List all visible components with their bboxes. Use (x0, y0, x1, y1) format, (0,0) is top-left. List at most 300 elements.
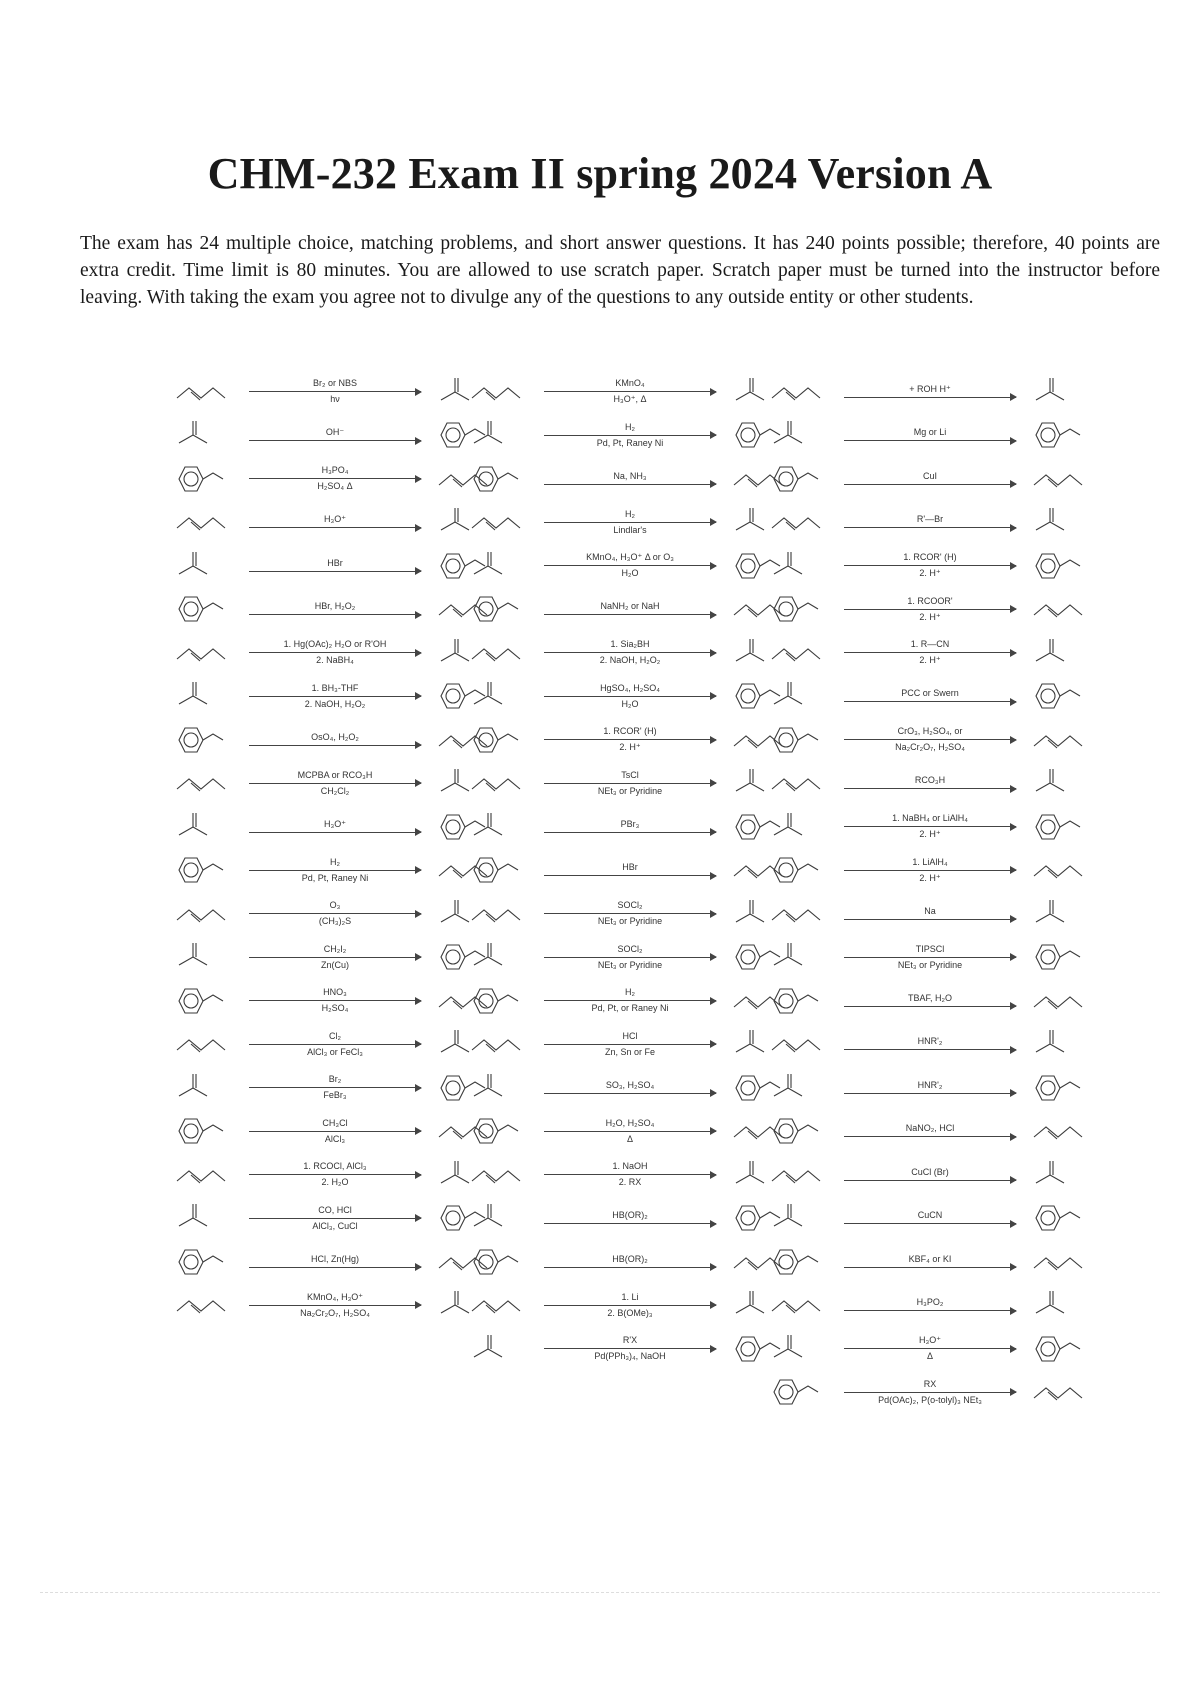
reaction-row (460, 631, 800, 675)
reaction-row (760, 762, 1100, 806)
reaction-arrow (844, 813, 1016, 840)
reaction-arrow (844, 471, 1016, 487)
reactant-structure-drawing (165, 415, 243, 455)
reaction-row (460, 762, 800, 806)
reaction-arrow (249, 465, 421, 492)
reactant-structure-drawing (760, 1024, 838, 1064)
reagent-above-arrow: Br₂ or NBS (312, 378, 357, 389)
arrow-line (544, 652, 716, 653)
reaction-row (165, 762, 505, 806)
reagent-above-arrow: HBr (622, 862, 638, 873)
reaction-row (760, 414, 1100, 458)
arrow-line (844, 1093, 1016, 1094)
reagent-below-arrow: FeBr₃ (323, 1090, 347, 1101)
reaction-column-3 (760, 370, 1100, 1414)
reaction-arrow (844, 1167, 1016, 1183)
reaction-arrow (249, 558, 421, 574)
reactant-structure-drawing (760, 1285, 838, 1325)
arrow-line (844, 1223, 1016, 1224)
reagent-above-arrow: PBr₃ (620, 818, 640, 829)
reaction-row (460, 544, 800, 588)
reagent-below-arrow: 2. H⁺ (919, 568, 941, 579)
arrow-line (844, 1348, 1016, 1349)
product-structure-drawing (1022, 720, 1100, 760)
arrow-line (844, 1006, 1016, 1007)
reactant-structure-drawing (460, 1068, 538, 1108)
page-title: CHM-232 Exam II spring 2024 Version A (207, 149, 993, 198)
reagent-above-arrow: KBF₄ or KI (908, 1253, 952, 1264)
reactant-structure-drawing (460, 981, 538, 1021)
reactant-structure-drawing (760, 720, 838, 760)
reagent-below-arrow: 2. H⁺ (619, 742, 641, 753)
reactant-structure-drawing (460, 720, 538, 760)
reagent-above-arrow: RX (923, 1378, 937, 1389)
reaction-row (165, 979, 505, 1023)
reactant-structure-drawing (165, 894, 243, 934)
reagent-below-arrow: 2. H⁺ (919, 655, 941, 666)
reaction-row (165, 414, 505, 458)
arrow-line (844, 788, 1016, 789)
reaction-row (165, 1153, 505, 1197)
reagent-below-arrow: Zn(Cu) (320, 959, 349, 970)
reaction-arrow (249, 944, 421, 971)
reagent-below-arrow: AlCl₃, CuCl (312, 1220, 358, 1231)
reagent-above-arrow: H₂ (625, 508, 635, 519)
reaction-row (760, 1066, 1100, 1110)
product-structure-drawing (1022, 763, 1100, 803)
reagent-above-arrow: HNR'₂ (917, 1036, 943, 1047)
reagent-below-arrow: Pd, Pt, or Raney Ni (591, 1003, 669, 1014)
reaction-row (460, 414, 800, 458)
arrow-line (844, 739, 1016, 740)
reactant-structure-drawing (165, 850, 243, 890)
product-structure-drawing (1022, 1111, 1100, 1151)
reaction-arrow (844, 1123, 1016, 1139)
reaction-arrow (249, 857, 421, 884)
reaction-arrow (844, 775, 1016, 791)
reaction-arrow (844, 1297, 1016, 1313)
arrow-line (544, 1093, 716, 1094)
reagent-below-arrow: Δ (926, 1351, 933, 1362)
reagent-above-arrow: HBr (327, 557, 343, 568)
product-structure-drawing (1022, 415, 1100, 455)
arrow-line (844, 1392, 1016, 1393)
reaction-arrow (544, 1335, 716, 1362)
reaction-arrow (249, 378, 421, 405)
reaction-row (165, 501, 505, 545)
reagent-below-arrow: NEt₃ or Pyridine (897, 959, 963, 970)
reactant-structure-drawing (165, 1242, 243, 1282)
arrow-line (544, 522, 716, 523)
reagent-below-arrow: H₂SO₄ Δ (317, 481, 353, 492)
arrow-line (544, 435, 716, 436)
reagent-above-arrow: HCl (622, 1030, 638, 1041)
reagent-above-arrow: NaNH₂ or NaH (600, 601, 660, 612)
reagent-above-arrow: HB(OR)₂ (612, 1210, 648, 1221)
reaction-row (460, 849, 800, 893)
arrow-line (544, 1044, 716, 1045)
reactant-structure-drawing (460, 676, 538, 716)
product-structure-drawing (1022, 546, 1100, 586)
arrow-line (844, 1310, 1016, 1311)
reactant-structure-drawing (460, 937, 538, 977)
reagent-below-arrow: H₃O⁺, Δ (613, 394, 647, 405)
arrow-line (844, 826, 1016, 827)
reagent-above-arrow: OH⁻ (325, 427, 345, 438)
reactant-structure-drawing (760, 1111, 838, 1151)
reaction-row (165, 1066, 505, 1110)
reaction-arrow (544, 1161, 716, 1188)
arrow-line (249, 1131, 421, 1132)
arrow-line (249, 696, 421, 697)
reaction-row (760, 1197, 1100, 1241)
reaction-row (760, 1371, 1100, 1415)
reaction-row (760, 1327, 1100, 1371)
reaction-row (760, 849, 1100, 893)
reaction-row (165, 1240, 505, 1284)
reaction-arrow (544, 1292, 716, 1319)
reaction-row (460, 370, 800, 414)
reagent-above-arrow: 1. RCOR' (H) (903, 552, 957, 563)
reagent-below-arrow: NEt₃ or Pyridine (597, 785, 663, 796)
arrow-line (249, 1087, 421, 1088)
reagent-above-arrow: H₂ (330, 856, 340, 867)
reaction-arrow (544, 422, 716, 449)
reaction-arrow (844, 1080, 1016, 1096)
reaction-arrow (544, 552, 716, 579)
reaction-row (460, 1066, 800, 1110)
reagent-below-arrow: Δ (626, 1133, 633, 1144)
reaction-row (460, 501, 800, 545)
reaction-row (760, 718, 1100, 762)
reaction-arrow (844, 906, 1016, 922)
arrow-line (844, 440, 1016, 441)
reagent-above-arrow: RCO₃H (914, 775, 946, 786)
reagent-below-arrow: NEt₃ or Pyridine (597, 959, 663, 970)
arrow-line (544, 783, 716, 784)
reaction-row (460, 457, 800, 501)
reaction-row (460, 1327, 800, 1371)
product-structure-drawing (1022, 459, 1100, 499)
reaction-row (460, 1240, 800, 1284)
arrow-line (544, 739, 716, 740)
reagent-above-arrow: 1. R—CN (910, 639, 950, 650)
reagent-below-arrow: Na₂Cr₂O₇, H₂SO₄ (895, 742, 965, 753)
reactant-structure-drawing (760, 589, 838, 629)
reactant-structure-drawing (165, 1198, 243, 1238)
reactant-structure-drawing (460, 807, 538, 847)
reactant-structure-drawing (760, 937, 838, 977)
reaction-arrow (249, 427, 421, 443)
exam-instructions: The exam has 24 multiple choice, matching problems, and short answer questions. It has 240 points possible; therefore, 40 points are extra credit. Time limit is 80 minutes. You are allowed to use scratch paper. Scratch paper must be turned into the instructor before leaving. With taking the exam you agree not to divulge any of the questions to any outside entity or other students. (80, 233, 1160, 308)
reaction-arrow (544, 601, 716, 617)
reagent-above-arrow: KMnO₄, H₃O⁺ (306, 1291, 364, 1302)
reaction-row (460, 1284, 800, 1328)
reaction-row (760, 979, 1100, 1023)
product-structure-drawing (1022, 633, 1100, 673)
reagent-above-arrow: R'—Br (916, 514, 944, 525)
reaction-row (760, 457, 1100, 501)
arrow-line (844, 1136, 1016, 1137)
reactant-structure-drawing (165, 546, 243, 586)
arrow-line (249, 478, 421, 479)
arrow-line (249, 913, 421, 914)
reagent-below-arrow: hν (330, 394, 340, 405)
reaction-arrow (249, 819, 421, 835)
reactant-structure-drawing (460, 763, 538, 803)
arrow-line (249, 832, 421, 833)
reagent-above-arrow: MCPBA or RCO₃H (297, 769, 373, 780)
arrow-line (844, 397, 1016, 398)
reaction-row (165, 718, 505, 762)
reagent-below-arrow: Lindlar's (613, 524, 647, 535)
reaction-arrow (544, 683, 716, 710)
reagent-above-arrow: 1. Li (621, 1291, 639, 1302)
product-structure-drawing (1022, 502, 1100, 542)
product-structure-drawing (1022, 981, 1100, 1021)
reactant-structure-drawing (460, 1024, 538, 1064)
reaction-arrow (249, 1031, 421, 1058)
reaction-arrow (844, 857, 1016, 884)
reagent-above-arrow: 1. Sia₂BH (610, 639, 650, 650)
product-structure-drawing (1022, 1329, 1100, 1369)
reagent-above-arrow: Na (924, 905, 936, 916)
reaction-arrow (249, 1205, 421, 1232)
reaction-arrow (844, 726, 1016, 753)
arrow-line (844, 1049, 1016, 1050)
reagent-above-arrow: H₃O⁺ (324, 818, 346, 829)
arrow-line (544, 1174, 716, 1175)
reagent-below-arrow: 2. NaOH, H₂O₂ (599, 655, 661, 666)
arrow-line (249, 440, 421, 441)
reagent-above-arrow: TIPSCl (915, 943, 945, 954)
reaction-row (760, 1153, 1100, 1197)
reagent-above-arrow: PCC or Swern (901, 688, 959, 699)
reagent-above-arrow: CH₂I₂ (323, 943, 347, 954)
reactant-structure-drawing (165, 502, 243, 542)
reaction-row (760, 501, 1100, 545)
reagent-below-arrow: Pd(OAc)₂, P(o-tolyl)₃ NEt₃ (878, 1394, 982, 1405)
arrow-line (249, 652, 421, 653)
reaction-row (165, 1110, 505, 1154)
reaction-row (165, 544, 505, 588)
reaction-arrow (844, 552, 1016, 579)
reagent-below-arrow: Zn, Sn or Fe (604, 1046, 656, 1057)
reaction-row (760, 588, 1100, 632)
reaction-row (165, 1197, 505, 1241)
arrow-line (844, 701, 1016, 702)
reagent-below-arrow: 2. RX (618, 1177, 642, 1188)
reaction-arrow (544, 471, 716, 487)
reactant-structure-drawing (760, 981, 838, 1021)
reaction-arrow (544, 862, 716, 878)
reaction-row (460, 1023, 800, 1067)
reactant-structure-drawing (460, 1155, 538, 1195)
reaction-arrow (544, 900, 716, 927)
reaction-row (460, 718, 800, 762)
arrow-line (844, 652, 1016, 653)
reagent-below-arrow: 2. NaOH, H₂O₂ (304, 698, 366, 709)
reactant-structure-drawing (165, 981, 243, 1021)
arrow-line (249, 1000, 421, 1001)
reaction-arrow (249, 514, 421, 530)
reaction-arrow (249, 1074, 421, 1101)
reaction-arrow (844, 427, 1016, 443)
reaction-arrow (249, 1161, 421, 1188)
product-structure-drawing (1022, 1372, 1100, 1412)
product-structure-drawing (1022, 676, 1100, 716)
reactant-structure-drawing (760, 372, 838, 412)
reaction-row (760, 1023, 1100, 1067)
reactant-structure-drawing (460, 1111, 538, 1151)
reactant-structure-drawing (460, 633, 538, 673)
reagent-above-arrow: CO, HCl (318, 1204, 352, 1215)
reaction-row (165, 631, 505, 675)
reaction-arrow (544, 1080, 716, 1096)
reaction-arrow (249, 601, 421, 617)
arrow-line (249, 391, 421, 392)
reaction-arrow (544, 509, 716, 536)
reactant-structure-drawing (460, 1285, 538, 1325)
reactant-structure-drawing (760, 894, 838, 934)
arrow-line (249, 870, 421, 871)
reagent-above-arrow: CuI (922, 470, 937, 481)
reactant-structure-drawing (165, 1024, 243, 1064)
reagent-below-arrow: H₂O (621, 698, 639, 709)
reactant-structure-drawing (460, 372, 538, 412)
reaction-row (165, 675, 505, 719)
reaction-arrow (544, 819, 716, 835)
reagent-below-arrow: Pd, Pt, Raney Ni (596, 437, 664, 448)
reaction-arrow (544, 1118, 716, 1145)
reaction-row (165, 1023, 505, 1067)
reagent-above-arrow: Br₂ (328, 1074, 342, 1085)
reaction-arrow (544, 944, 716, 971)
arrow-line (844, 609, 1016, 610)
product-structure-drawing (1022, 589, 1100, 629)
arrow-line (544, 614, 716, 615)
reaction-column-1 (165, 370, 505, 1327)
reagent-above-arrow: KMnO₄, H₃O⁺ Δ or O₃ (586, 552, 674, 563)
product-structure-drawing (1022, 894, 1100, 934)
reaction-row (760, 1284, 1100, 1328)
reaction-arrow (844, 514, 1016, 530)
reactant-structure-drawing (460, 1198, 538, 1238)
product-structure-drawing (1022, 1068, 1100, 1108)
arrow-line (844, 870, 1016, 871)
reactant-structure-drawing (165, 1068, 243, 1108)
reactant-structure-drawing (760, 633, 838, 673)
reagent-above-arrow: R'X (622, 1335, 638, 1346)
reagent-below-arrow: H₂O (621, 568, 639, 579)
reaction-arrow (544, 726, 716, 753)
reaction-row (460, 588, 800, 632)
reactant-structure-drawing (760, 459, 838, 499)
reaction-row (165, 936, 505, 980)
reagent-above-arrow: HBr, H₂O₂ (314, 601, 356, 612)
reagent-above-arrow: H₂ (625, 421, 635, 432)
product-structure-drawing (1022, 1242, 1100, 1282)
reagent-above-arrow: Cl₂ (329, 1030, 341, 1041)
reagent-above-arrow: HNR'₂ (917, 1079, 943, 1090)
reactant-structure-drawing (760, 1068, 838, 1108)
arrow-line (844, 484, 1016, 485)
product-structure-drawing (1022, 1024, 1100, 1064)
reaction-arrow (844, 993, 1016, 1009)
arrow-line (544, 484, 716, 485)
reaction-row (165, 588, 505, 632)
reactant-structure-drawing (460, 589, 538, 629)
reagent-above-arrow: 1. RCOR' (H) (603, 726, 657, 737)
product-structure-drawing (1022, 1198, 1100, 1238)
reagent-below-arrow: 2. H⁺ (919, 872, 941, 883)
reagent-above-arrow: H₃PO₄ (321, 465, 349, 476)
reagent-above-arrow: H₂ (625, 987, 635, 998)
reaction-arrow (544, 1031, 716, 1058)
reagent-below-arrow: CH₂Cl₂ (320, 785, 350, 796)
reagent-below-arrow: Na₂Cr₂O₇, H₂SO₄ (300, 1307, 370, 1318)
arrow-line (544, 1223, 716, 1224)
reaction-row (760, 675, 1100, 719)
reactant-structure-drawing (165, 633, 243, 673)
reactant-structure-drawing (165, 1155, 243, 1195)
reagent-above-arrow: H₃O⁺ (324, 514, 346, 525)
reagent-above-arrow: CrO₃, H₂SO₄, or (897, 726, 963, 737)
reactant-structure-drawing (760, 763, 838, 803)
reagent-above-arrow: CuCl (Br) (911, 1166, 949, 1177)
reagent-above-arrow: SOCl₂ (617, 900, 643, 911)
reagent-above-arrow: CuCN (917, 1210, 943, 1221)
arrow-line (544, 875, 716, 876)
arrow-line (249, 1305, 421, 1306)
reagent-below-arrow: NEt₃ or Pyridine (597, 916, 663, 927)
reagent-below-arrow: 2. H₂O (321, 1177, 349, 1188)
arrow-line (844, 1267, 1016, 1268)
arrow-line (844, 1180, 1016, 1181)
reactant-structure-drawing (460, 1329, 538, 1369)
reactant-structure-drawing (460, 1242, 538, 1282)
reactant-structure-drawing (760, 1372, 838, 1412)
reaction-arrow (844, 384, 1016, 400)
arrow-line (249, 614, 421, 615)
arrow-line (249, 1044, 421, 1045)
reaction-row (165, 370, 505, 414)
reaction-arrow (249, 900, 421, 927)
reagent-below-arrow: 2. H⁺ (919, 611, 941, 622)
arrow-line (544, 696, 716, 697)
arrow-line (544, 1305, 716, 1306)
reagent-above-arrow: CH₃Cl (322, 1117, 348, 1128)
reaction-row (760, 370, 1100, 414)
reaction-row (460, 1197, 800, 1241)
reaction-arrow (249, 1254, 421, 1270)
reaction-arrow (844, 944, 1016, 971)
reaction-arrow (249, 770, 421, 797)
reactant-structure-drawing (460, 546, 538, 586)
reaction-row (460, 979, 800, 1023)
reaction-arrow (249, 1292, 421, 1319)
reaction-row (165, 892, 505, 936)
reagent-above-arrow: + ROH H⁺ (909, 383, 951, 394)
reagent-above-arrow: Na, NH₃ (613, 470, 647, 481)
reaction-row (760, 631, 1100, 675)
reaction-arrow (844, 1379, 1016, 1406)
arrow-line (249, 1218, 421, 1219)
arrow-line (544, 1267, 716, 1268)
reactant-structure-drawing (760, 850, 838, 890)
reaction-arrow (249, 987, 421, 1014)
arrow-line (249, 1267, 421, 1268)
